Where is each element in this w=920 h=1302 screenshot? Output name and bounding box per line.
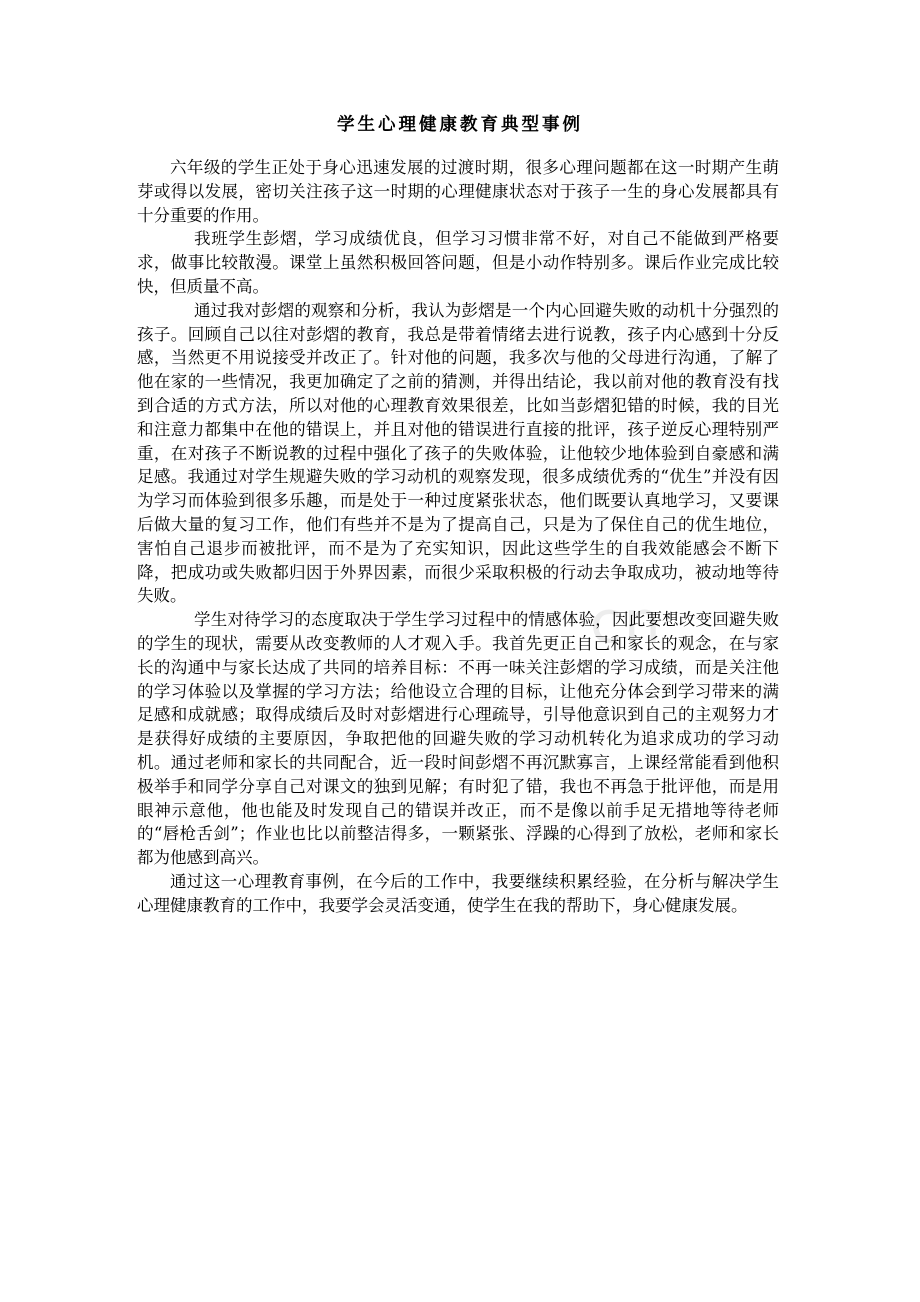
- paragraph-3: 通过我对彭熠的观察和分析，我认为彭熠是一个内心回避失败的动机十分强烈的孩子。回顾自己以往对彭熠的教育，我总是带着情绪去进行说教，孩子内心感到十分反感，当然更不用说接受并改正了。针对他的问题，我多次与他的父母进行沟通，了解了他在家的一些情况，我更加确定了之前的猜测，并得出结论，我以前对他的教育没有找到合适的方式方法，所以对他的心理教育效果很差，比如当彭熠犯错的时候，我的目光和注意力都集中在他的错误上，并且对他的错误进行直接的批评，孩子逆反心理特别严重，在对孩子不断说教的过程中强化了孩子的失败体验，让他较少地体验到自豪感和满足感。我通过对学生规避失败的学习动机的观察发现，很多成绩优秀的“优生”并没有因为学习而体验到很多乐趣，而是处于一种过度紧张状态，他们既要认真地学习，又要课后做大量的复习工作，他们有些并不是为了提高自己，只是为了保住自己的优生地位，害怕自己退步而被批评，而不是为了充实知识，因此这些学生的自我效能感会不断下降，把成功或失败都归因于外界因素，而很少采取积极的行动去争取成功，被动地等待失败。: [137, 300, 779, 606]
- paragraph-1: 六年级的学生正处于身心迅速发展的过渡时期，很多心理问题都在这一时期产生萌芽或得以发展，密切关注孩子这一时期的心理健康状态对于孩子一生的身心发展都具有十分重要的作用。: [137, 158, 779, 225]
- paragraph-4: 学生对待学习的态度取决于学生学习过程中的情感体验，因此要想改变回避失败的学生的现状，需要从改变教师的人才观入手。我首先更正自己和家长的观念，在与家长的沟通中与家长达成了共同的培养目标：不再一味关注彭熠的学习成绩，而是关注他的学习体验以及掌握的学习方法；给他设立合理的目标，让他充分体会到学习带来的满足感和成就感；取得成绩后及时对彭熠进行心理疏导，引导他意识到自己的主观努力才是获得好成绩的主要原因，争取把他的回避失败的学习动机转化为追求成功的学习动机。通过老师和家长的共同配合，近一段时间彭熠不再沉默寡言，上课经常能看到他积极举手和同学分享自己对课文的独到见解；有时犯了错，我也不再急于批评他，而是用眼神示意他，他也能及时发现自己的错误并改正，而不是像以前手足无措地等待老师的“唇枪舌剑”；作业也比以前整洁得多，一颗紧张、浮躁的心得到了放松，老师和家长都为他感到高兴。: [137, 610, 779, 868]
- document-body: [137, 156, 779, 918]
- paragraph-5: 通过这一心理教育事例，在今后的工作中，我要继续积累经验，在分析与解决学生心理健康教育的工作中，我要学会灵活变通，使学生在我的帮助下，身心健康发展。: [137, 871, 779, 915]
- watermark: cn: [590, 588, 663, 656]
- paragraph-2: 我班学生彭熠，学习成绩优良，但学习习惯非常不好，对自己不能做到严格要求，做事比较散漫。课堂上虽然积极回答问题，但是小动作特别多。课后作业完成比较快，但质量不高。: [137, 229, 779, 296]
- document-title: 学生心理健康教育典型事例: [337, 115, 583, 135]
